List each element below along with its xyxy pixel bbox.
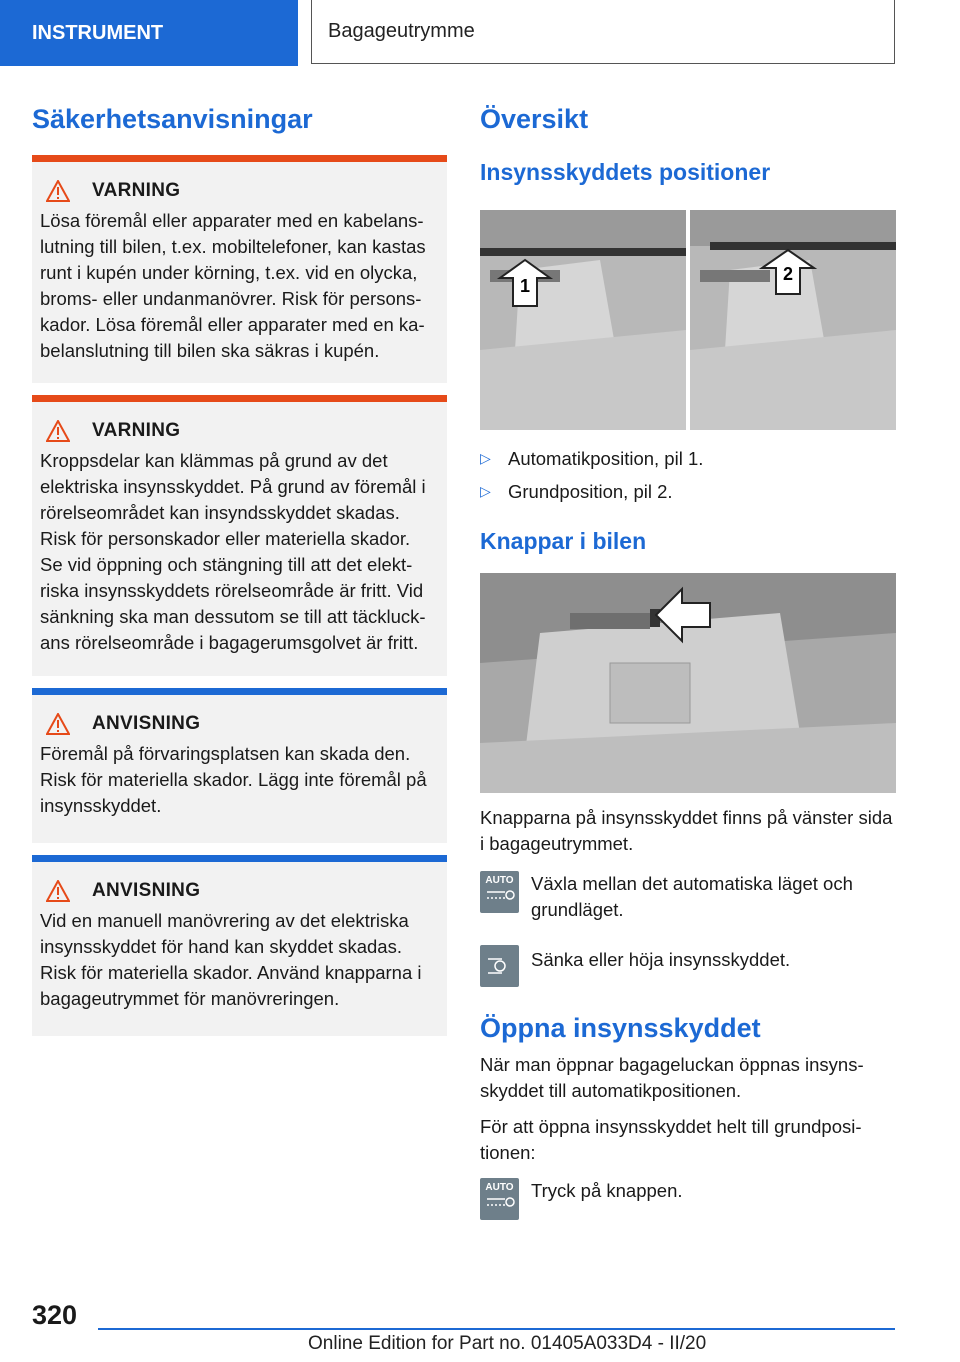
edition-note: Online Edition for Part no. 01405A033D4 - II/20	[308, 1333, 707, 1354]
warning-label: VARNING	[92, 420, 181, 441]
lower-button-description: Sänka eller höja insynsskyddet.	[531, 949, 791, 970]
auto-button-icon: AUTO	[480, 871, 519, 913]
bullet-text: Grundposition, pil 2.	[508, 480, 673, 502]
list-item	[480, 475, 896, 508]
warning-triangle-icon	[46, 713, 70, 735]
notice-label: ANVISNING	[92, 713, 201, 734]
auto-button-row	[480, 871, 896, 923]
triangle-bullet-icon: ▷	[480, 450, 491, 466]
page-number: 320	[32, 1300, 78, 1330]
footer-divider	[98, 1328, 895, 1330]
notice-box-1	[32, 688, 447, 843]
left-column	[32, 96, 447, 1036]
buttons-intro: Knapparna på insynsskyddet finns på vänster sida i bagageutrymmet.	[480, 807, 893, 854]
notice-label: ANVISNING	[92, 880, 201, 901]
cover-positions-photo	[480, 210, 896, 430]
open-cover-paragraph-2: För att öppna insynsskyddet helt till grundpositionen:	[480, 1116, 862, 1163]
photo-buttons-in-car	[480, 573, 896, 793]
photo-basic-position	[690, 210, 896, 430]
press-button-step	[480, 1178, 896, 1220]
open-cover-heading: Öppna insynsskyddet	[480, 1013, 761, 1043]
positions-subheading: Insynsskyddets positioner	[480, 159, 771, 185]
press-button-text: Tryck på knappen.	[531, 1180, 683, 1201]
warning-text: Lösa föremål eller apparater med en kabelanslutning till bilen, t.ex. mobiltelefoner, kan kastas runt i kupén under körning, t.ex. vid en olycka, broms- eller undanmanövrer. Risk för personskador. Lösa föremål eller apparater med en kabelanslutning till bilen ska säkras i kupén.	[40, 210, 426, 361]
auto-button-description: Växla mellan det automatiska läget och grundläget.	[531, 873, 853, 920]
overview-heading: Översikt	[480, 104, 589, 134]
safety-heading: Säkerhetsanvisningar	[32, 104, 313, 134]
warning-triangle-icon	[46, 180, 70, 202]
warning-triangle-icon	[46, 420, 70, 442]
open-cover-paragraph-1: När man öppnar bagageluckan öppnas insynsskyddet till automatikpositionen.	[480, 1054, 864, 1101]
list-item	[480, 442, 896, 475]
notice-text: Föremål på förvaringsplatsen kan skada den. Risk för materiella skador. Lägg inte föremål på insynsskyddet.	[40, 743, 427, 816]
notice-text: Vid en manuell manövrering av det elektriska insynsskyddet för hand kan skyddet skadas. Risk för materiella skador. Använd knapparna i bagageutrymmet för manövreringen.	[40, 910, 422, 1009]
warning-box-2	[32, 395, 447, 676]
arrow-marker-1: 1	[519, 276, 531, 296]
warning-triangle-icon	[46, 880, 70, 902]
triangle-bullet-icon: ▷	[480, 483, 491, 499]
auto-button-icon: AUTO	[480, 1178, 519, 1220]
warning-label: VARNING	[92, 180, 181, 201]
page-header	[0, 0, 960, 66]
photo-automatic-position	[480, 210, 686, 430]
raise-lower-button-icon	[480, 945, 519, 987]
warning-text: Kroppsdelar kan klämmas på grund av det elektriska insynsskyddet. På grund av föremål i rörelseområdet kan insyndsskyddet skadas. Risk för personskador eller materiella skador. Se vid öppning och stängning till att det elektriska insynsskyddets rörelseområde är fritt. Vid sänkning ska man dessutom se till att täckluckans rörelseområde i bagagerumsgolvet är fritt.	[40, 450, 426, 653]
warning-box-1	[32, 155, 447, 383]
lower-button-row	[480, 945, 896, 987]
chapter-tab: Bagageutrymme	[311, 0, 895, 64]
bullet-text: Automatikposition, pil 1.	[508, 447, 704, 469]
right-column	[480, 96, 896, 1220]
notice-box-2	[32, 855, 447, 1036]
arrow-marker-2: 2	[782, 264, 794, 284]
section-tab: INSTRUMENT	[0, 0, 298, 66]
buttons-subheading: Knappar i bilen	[480, 528, 647, 554]
